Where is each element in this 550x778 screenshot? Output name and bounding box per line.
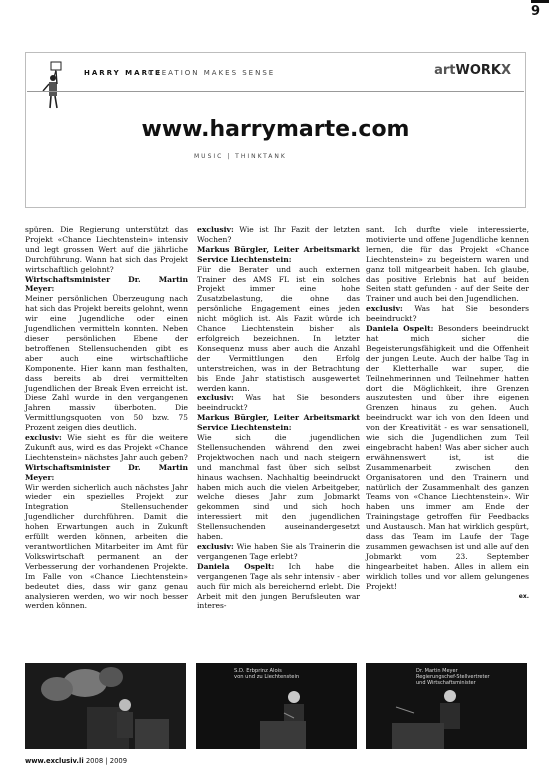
article-paragraph: exclusiv: Wie sieht es für die weitere Zukunft aus, wird es das Projekt «Chance Liechtenstein» nächstes Jahr auch geben? — [25, 433, 188, 462]
speaker-name: Markus Bürgler, Leiter Arbeitsmarkt Service Liechtenstein: — [197, 413, 360, 433]
article-paragraph: Meiner persönlichen Überzeugung nach hat sich das Projekt bereits gelohnt, wenn wir eine Jugendliche oder einen Jugendlichen vermitteln konnten. Neben dieser persönlichen Ebene der betroffenen Stellensuchenden gibt es aber auch eine wirtschaftliche Komponente. Hier kann man festhalten, dass bereits ab drei vermittelten Jugendlichen der Break Even erreicht ist. Diese Zahl wurde in den vergangenen Jahren massiv überboten. Die Vermittlungsquoten von 50 bzw. 75 Prozent zeigen dies deutlich. — [25, 294, 188, 433]
speaker-label: Daniela Ospelt: — [197, 561, 275, 571]
photo-caption: S.D. Erbprinz Alois von und zu Liechtenstein — [234, 668, 300, 681]
article-paragraph: Daniela Ospelt: Besonders beeindruckt hat mich sicher die Begeisterungsfähigkeit und die Offenheit der jungen Leute. Auch der halbe Tag in der Kletterhalle war super, die Teilnehmerinnen und Teilnehmer hatten dort die Möglichkeit, ihre Grenzen auszutesten und über ihre eigenen Grenzen hinaus zu gehen. Auch beeindruckt war ich von den Ideen und von der Kreativität - es war sensationell, wie sich die Jugendlichen zum Teil eingebracht haben! Was aber sicher auch erwähnenswert ist, ist die Zusammenarbeit zwischen den Organisatoren und den Trainern und natürlich der Zusammenhalt des ganzen Teams von «Chance Liechtenstein». Wir haben uns immer am Ende der Trainingstage getroffen für Feedbacks und Austausch. Man hat wirklich gespürt, dass das Team im Laufe der Tage zusammen gewachsen ist und alle auf den Jobmarkt vom 23. September hingearbeitet haben. Alles in allem ein wirklich tolles und vor allem gelungenes Projekt! — [366, 324, 530, 591]
article-paragraph: Wir werden sicherlich auch nächstes Jahr wieder ein spezielles Projekt zur Integration Stellensuchender Jugendlicher durchführen. Damit die hohen Erwartungen auch in Zukunft erfüllt werden können, arbeiten die verantwortlichen Mitarbeiter im Amt für Volkswirtschaft permanent an der Verbesserung der vorhandenen Projekte. Im Falle von «Chance Liechtenstein» bedeutet dies, dass wir ganz genau analysieren werden, wo wir noch besser werden können. — [25, 482, 188, 611]
speaker-name: Wirtschaftsminister Dr. Martin Meyer: — [25, 274, 188, 294]
photo-hereditary-prince — [196, 663, 357, 749]
ad-brand: HARRY MARTE — [84, 69, 163, 77]
article-paragraph: spüren. Die Regierung unterstützt das Projekt «Chance Liechtenstein» intensiv und legt grossen Wert auf die jährliche Durchführung. Wann hat sich das Projekt wirtschaftlich gelohnt? — [25, 225, 188, 274]
speaker-name: Wirtschaftsminister Dr. Martin Meyer: — [25, 462, 188, 482]
speaker-name: Markus Bürgler, Leiter Arbeitsmarkt Service Liechtenstein: — [197, 244, 360, 264]
article-paragraph: Wie sich die jugendlichen Stellensuchenden während den zwei Projektwochen nach und nach steigern und manchmal fast über sich selbst hinaus wachsen. Nachhaltig beeindruckt haben mich auch die vielen Arbeitgeber, welche dieses Jahr zum Jobmarkt gekommen sind und sich hoch interessiert mit den jugendlichen Stellensuchenden auseinandergesetzt haben. — [197, 433, 360, 542]
interviewer-label: exclusiv: — [197, 393, 234, 403]
article-paragraph: exclusiv: Wie haben Sie als Trainerin die vergangenen Tage erlebt? — [197, 542, 360, 561]
article-paragraph: Daniela Ospelt: Ich habe die vergangenen Tage als sehr intensiv - aber auch für mich als bereichernd erlebt. Die Arbeit mit den jungen Berufsleuten war interes- — [197, 561, 360, 611]
end-mark: ex. — [518, 592, 529, 600]
interviewer-label: exclusiv: — [197, 225, 234, 234]
interviewer-label: exclusiv: — [25, 433, 62, 443]
article-paragraph: exclusiv: Was hat Sie besonders beeindruckt? — [366, 304, 529, 324]
ad-url[interactable]: www.harrymarte.com — [141, 117, 410, 142]
artworkx-logo: artWORKX — [434, 63, 511, 78]
interviewer-label: exclusiv: — [366, 304, 403, 314]
ad-divider — [27, 91, 524, 92]
figure-with-sign-logo — [33, 61, 73, 111]
footer-site[interactable]: www.exclusiv.li — [25, 757, 84, 765]
article-paragraph: exclusiv: Was hat Sie besonders beeindruckt? — [197, 393, 360, 413]
article-column-1 — [25, 225, 188, 611]
interviewer-label: exclusiv: — [197, 542, 234, 551]
article-column-3 — [366, 225, 529, 600]
speaker-label: Daniela Ospelt: — [366, 324, 434, 334]
page-number-block — [531, 4, 540, 19]
photo-audience — [25, 663, 186, 749]
page-marker — [531, 0, 549, 3]
page-number: 9 — [530, 4, 540, 19]
article-paragraph: sant. Ich durfte viele interessierte, motivierte und offene Jugendliche kennen lernen, die für das Projekt «Chance Liechtenstein» zu begeistern waren und ganz toll mitgearbeit haben. Ich glaube, das positive Erlebnis hat auf beiden Seiten statt gefunden - auf der Seite der Trainer und auch bei den Jugendlichen. — [366, 225, 529, 304]
ad-tagline: CREATION MAKES SENSE — [148, 69, 276, 77]
photo-caption: Dr. Martin Meyer Regierungschef-Stellvertreter und Wirtschaftsminister — [416, 668, 490, 686]
harrymarte-ad — [25, 52, 526, 208]
footer — [25, 757, 127, 765]
ad-subline: MUSIC | THINKTANK — [194, 153, 287, 160]
footer-edition: 2008 | 2009 — [85, 757, 128, 765]
article-column-2 — [197, 225, 360, 611]
article-paragraph: exclusiv: Wie ist Ihr Fazit der letzten Wochen? — [197, 225, 360, 244]
photo-economics-minister — [366, 663, 527, 749]
article-paragraph: Für die Berater und auch externen Trainer des AMS FL ist ein solches Projekt immer eine hohe Zusatzbelastung, die ohne das persönliche Engagement eines jeden nicht möglich ist. Als Fazit würde ich Chance Liechtenstein bisher als erfolgreich bezeichnen. In letzter Konsequenz muss aber auch die Anzahl der Vermittlungen den Erfolg unterstreichen, was in der Betrachtung bis Ende Jahr statistisch ausgewertet werden kann. — [197, 264, 360, 393]
